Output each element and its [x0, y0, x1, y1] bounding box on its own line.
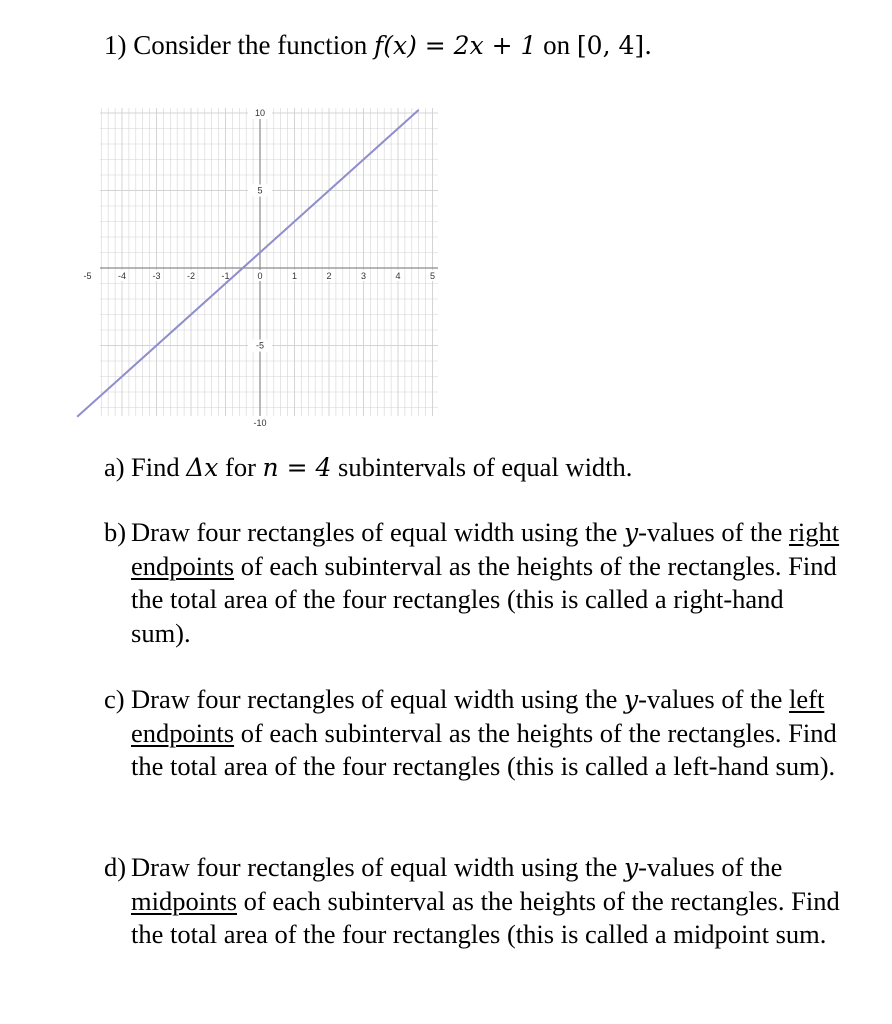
part-b-y-var: y — [624, 518, 639, 547]
part-b — [104, 516, 844, 650]
graph-canvas — [83, 108, 438, 428]
question-intro: Consider the function — [133, 30, 368, 60]
part-a — [104, 451, 844, 485]
x-tick-label: -3 — [152, 271, 161, 281]
part-d-y-var: y — [624, 853, 639, 882]
function-line-group — [77, 110, 419, 417]
part-b-text-1: Draw four rectangles of equal width using the — [131, 517, 618, 547]
x-tick-label: -4 — [117, 271, 127, 281]
part-d-underlined: midpoints — [131, 885, 238, 916]
x-tick-label: -5 — [83, 271, 92, 281]
part-d-text-2: -values of the — [638, 852, 783, 882]
x-tick-label: 0 — [257, 271, 263, 281]
interval: [0, 4]. — [576, 31, 653, 60]
function-expression: f(x) = 2x + 1 — [373, 31, 537, 60]
part-d — [104, 851, 844, 952]
part-a-text — [104, 451, 844, 485]
y-tick-label: 10 — [254, 108, 266, 118]
part-a-text-3: subintervals of equal width. — [338, 452, 633, 482]
part-b-underlined: right endpoints — [131, 517, 840, 581]
part-d-text-3: of each subinterval as the heights of the rectangles. Find the total area of the four rectangles (this is called a midpoint sum. — [131, 885, 840, 949]
part-c-label: c) — [104, 684, 125, 714]
x-tick-label: 4 — [395, 271, 401, 281]
part-b-text-3: of each subinterval as the heights of the rectangles. Find the total area of the four rectangles (this is called a right-hand sum). — [131, 550, 837, 648]
x-tick-label: 2 — [326, 271, 332, 281]
grid — [100, 108, 438, 416]
x-tick-label: -1 — [221, 271, 230, 281]
part-c-text-2: -values of the — [638, 684, 783, 714]
question-number: 1) — [104, 30, 127, 60]
y-tick-label: 5 — [257, 185, 263, 196]
question-title — [104, 30, 652, 61]
axes — [100, 108, 438, 416]
part-c-text-3: of each subinterval as the heights of the rectangles. Find the total area of the four rectangles (this is called a left-hand sum). — [131, 717, 837, 781]
x-tick-label: 1 — [291, 271, 298, 281]
part-c-text-1: Draw four rectangles of equal width using the — [131, 684, 618, 714]
x-tick-label: 3 — [360, 271, 367, 281]
part-d-text-1: Draw four rectangles of equal width using the — [131, 852, 618, 882]
y-tick-label: -5 — [255, 340, 265, 351]
y-tick-label: -10 — [253, 418, 267, 428]
part-b-text-2: -values of the — [638, 517, 783, 547]
part-b-text — [104, 516, 844, 650]
delta-x: Δx — [186, 453, 219, 482]
part-c-y-var: y — [624, 685, 639, 714]
n-equals: n = 4 — [262, 453, 332, 482]
part-d-text — [104, 851, 844, 952]
part-a-text-1: Find — [131, 452, 180, 482]
part-a-label: a) — [104, 452, 125, 482]
x-tick-label: -2 — [186, 271, 196, 281]
function-graph — [83, 108, 438, 428]
part-c-text — [104, 683, 844, 784]
part-c-underlined: left endpoints — [131, 684, 825, 748]
part-b-label: b) — [104, 517, 127, 547]
x-tick-label: 5 — [429, 271, 436, 281]
on-word: on — [543, 30, 571, 60]
part-a-text-2: for — [225, 452, 256, 482]
part-d-label: d) — [104, 852, 127, 882]
part-c — [104, 683, 844, 784]
function-line — [77, 110, 419, 417]
